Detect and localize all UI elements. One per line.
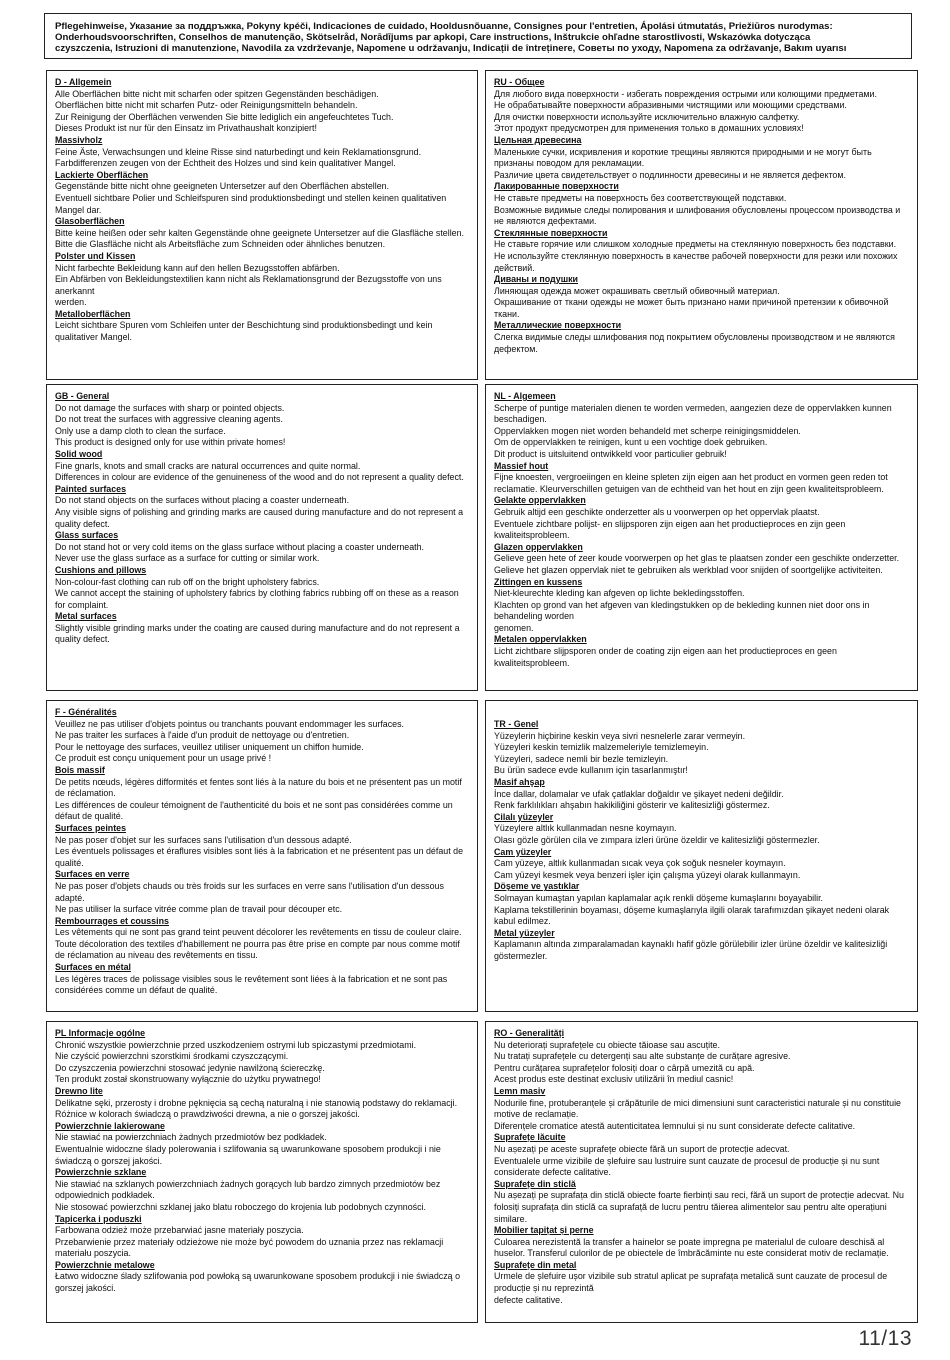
section-text: Różnice w kolorach świadczą o prawdziwości drewna, a nie o gorszej jakości. bbox=[55, 1109, 360, 1120]
section-heading: TR - Genel bbox=[494, 719, 539, 729]
section-text: Zur Reinigung der Oberflächen verwenden Sie bitte lediglich ein angefeuchtetes Tuch. bbox=[55, 111, 394, 122]
section-text: This product is designed only for use within private homes! bbox=[55, 437, 286, 448]
section-text: Nodurile fine, protuberanțele și crăpăturile de mici dimensiuni sunt caracteristici naturale și nu constituie motive de reclamație. bbox=[494, 1097, 901, 1120]
section-text: Bitte keine heißen oder sehr kalten Gegenstände ohne geeignete Untersetzer auf die Glasfläche stellen. bbox=[55, 227, 465, 238]
section-de bbox=[46, 70, 478, 380]
section-text: Dieses Produkt ist nur für den Einsatz im Privathaushalt konzipiert! bbox=[55, 123, 317, 134]
section-heading: Masif ahşap bbox=[494, 776, 545, 787]
section-text: Renk farklılıkları ahşabın hakikiliğini gösterir ve kalitesizliği göstermez. bbox=[494, 800, 770, 811]
section-heading: RO - Generalități bbox=[494, 1028, 565, 1038]
section-text: Culoarea nerezistentă la transfer a hainelor se poate impregna pe materialul de culoare deschisă al huselor. Transferul culorilor de pe obiectele de îmbrăcăminte nu este considerat motiv de reclamație. bbox=[494, 1236, 889, 1259]
section-fr bbox=[46, 700, 478, 1012]
section-text: Nie stosować powierzchni szklanej jako blatu roboczego do krojenia lub podobnych czynności. bbox=[55, 1201, 426, 1212]
section-text: Oberflächen bitte nicht mit scharfen Putz- oder Reinigungsmitteln behandeln. bbox=[55, 100, 358, 111]
section-text: Nu tratați suprafețele cu detergenți sau alte substanțe de curățare agresive. bbox=[494, 1051, 791, 1062]
section-text: Do not stand hot or very cold items on the glass surface without placing a coaster underneath. bbox=[55, 541, 425, 552]
section-text: Never use the glass surface as a surface for cutting or similar work. bbox=[55, 553, 320, 564]
section-text: Acest produs este destinat exclusiv utilizării în mediul casnic! bbox=[494, 1074, 734, 1085]
section-text: Ne pas traiter les surfaces à l'aide d'un produit de nettoyage ou d'entretien. bbox=[55, 730, 350, 741]
section-heading: Metalen oppervlakken bbox=[494, 634, 587, 645]
section-text: Cam yüzeyi kesmek veya benzeri işler için çalışma yüzeyi olarak kullanmayın. bbox=[494, 869, 801, 880]
section-text: Ce produit est conçu uniquement pour un usage privé ! bbox=[55, 753, 272, 764]
section-text: Yüzeylerin hiçbirine keskin veya sivri nesnelerle zarar vermeyin. bbox=[494, 730, 746, 741]
section-text: Les vêtements qui ne sont pas grand teint peuvent décolorer les revêtements en tissu de couleur claire. bbox=[55, 927, 462, 938]
section-text: Chronić wszystkie powierzchnie przed uszkodzeniem ostrymi lub spiczastymi przedmiotami. bbox=[55, 1039, 417, 1050]
section-text: Слегка видимые следы шлифования под покрытием обусловлены производством и не являются дефектом. bbox=[494, 332, 895, 354]
page-number: 11/13 bbox=[858, 1327, 912, 1350]
section-text: De petits nœuds, légères difformités et fentes sont liés à la nature du bois et ne présentent pas un motif de réclamation. bbox=[55, 776, 462, 799]
section-text: Les légères traces de polissage visibles sous le revêtement sont liées à la fabrication et ne sont pas considérées comme un défaut de qualité. bbox=[55, 973, 448, 996]
section-heading: Massivholz bbox=[55, 134, 103, 145]
section-heading: Surfaces peintes bbox=[55, 822, 127, 833]
section-text: İnce dallar, dolamalar ve ufak çatlaklar doğaldır ve şikayet nedeni değildir. bbox=[494, 788, 784, 799]
section-text: Не обрабатывайте поверхности абразивными чистящими или моющими средствами. bbox=[494, 100, 847, 111]
section-heading: Drewno lite bbox=[55, 1085, 103, 1096]
section-text: Pour le nettoyage des surfaces, veuillez utiliser uniquement un chiffon humide. bbox=[55, 741, 364, 752]
section-heading: GB - General bbox=[55, 391, 110, 401]
section-text: Bu ürün sadece evde kullanım için tasarlanmıştır! bbox=[494, 765, 688, 776]
section-text: Do not damage the surfaces with sharp or pointed objects. bbox=[55, 402, 285, 413]
section-text: Olası gözle görülen cila ve zımpara izleri ürüne özeldir ve kalitesizliği göstermezler. bbox=[494, 834, 820, 845]
section-text: Pentru curățarea suprafețelor folosiți doar o cârpă umezită cu apă. bbox=[494, 1062, 755, 1073]
section-text: Łatwo widoczne ślady szlifowania pod powłoką są uwarunkowane sposobem produkcji i nie świadczą o gorszej jakości. bbox=[55, 1271, 461, 1294]
section-text: Nu așezați pe suprafața din sticlă obiecte foarte fierbinți sau reci, fără un suport de protecție adecvat. Nu folosiți suprafața din sticlă ca suprafață de lucru pentru tăierea alimentelor sau pentru alte operațiuni similare. bbox=[494, 1190, 904, 1224]
section-heading: Metal yüzeyler bbox=[494, 927, 555, 938]
section-heading: Cam yüzeyler bbox=[494, 846, 552, 857]
section-heading: PL Informacje ogólne bbox=[55, 1028, 146, 1038]
section-text: Only use a damp cloth to clean the surface. bbox=[55, 425, 226, 436]
section-text: Gelieve geen hete of zeer koude voorwerpen op het glas te plaatsen zonder een geschikte onderzetter. Gelieve het glazen oppervlak niet te gebruiken als werkblad voor snijden of soortgelijke activiteiten. bbox=[494, 553, 900, 575]
section-text: Veuillez ne pas utiliser d'objets pointus ou tranchants pouvant endommager les surfaces. bbox=[55, 718, 405, 729]
section-text: Slightly visible grinding marks under the coating are caused during manufacture and do not represent a quality defect. bbox=[55, 622, 460, 645]
section-heading: Massief hout bbox=[494, 460, 549, 471]
section-text: defecte calitative. bbox=[494, 1294, 563, 1305]
section-heading: Glass surfaces bbox=[55, 530, 119, 541]
section-heading: Cushions and pillows bbox=[55, 564, 147, 575]
section-text: Ne pas utiliser la surface vitrée comme plan de travail pour découper etc. bbox=[55, 904, 343, 915]
section-heading: Bois massif bbox=[55, 764, 105, 775]
section-text: Eventuele zichtbare polijst- en slijpsporen zijn eigen aan het productieproces en zijn geen kwaliteitsprobleem. bbox=[494, 518, 846, 541]
section-ro bbox=[485, 1021, 918, 1323]
section-heading: Металлические поверхности bbox=[494, 320, 622, 331]
section-text: Возможные видимые следы полирования и шлифования обусловлены процессом производства и не являются дефектами. bbox=[494, 204, 901, 227]
section-text: Scherpe of puntige materialen dienen te worden vermeden, aangezien deze de oppervlakken kunnen beschadigen. bbox=[494, 402, 892, 425]
section-text: Не ставьте горячие или слишком холодные предметы на стеклянную поверхность без подставки. bbox=[494, 239, 897, 250]
section-pl bbox=[46, 1021, 478, 1323]
section-text: Не ставьте предметы на поверхность без соответствующей подставки. bbox=[494, 192, 787, 203]
section-text: Urmele de șlefuire ușor vizibile sub stratul aplicat pe suprafața metalică sunt cauzate de procesul de producție și nu reprezintă bbox=[494, 1271, 888, 1294]
section-heading: Rembourrages et coussins bbox=[55, 915, 169, 926]
section-text: Ein Abfärben von Bekleidungstextilien kann nicht als Reklamationsgrund der Bezugsstoffe von uns anerkannt bbox=[55, 274, 442, 296]
section-ru bbox=[485, 70, 918, 380]
section-text: Yüzeyleri, sadece nemli bir bezle temizleyin. bbox=[494, 753, 669, 764]
section-text: Non-colour-fast clothing can rub off on the bright upholstery fabrics. bbox=[55, 576, 320, 587]
section-heading: Mobilier tapițat și perne bbox=[494, 1225, 594, 1236]
section-text: Farbdifferenzen zeugen von der Echtheit des Holzes und sind kein qualitativer Mangel. bbox=[55, 158, 396, 169]
section-text: Les différences de couleur témoignent de l'authenticité du bois et ne sont pas considérées comme un défaut de qualité. bbox=[55, 799, 453, 822]
section-text: Этот продукт предусмотрен для применения только в домашних условиях! bbox=[494, 123, 804, 134]
section-text: Cam yüzeye, altlık kullanmadan sıcak veya çok soğuk nesneler koymayın. bbox=[494, 858, 786, 869]
section-text: Les éventuels polissages et éraflures visibles sont liés à la fabrication et ne présentent pas un défaut de qualité. bbox=[55, 846, 464, 868]
section-text: Farbowana odzież może przebarwiać jasne materiały poszycia. bbox=[55, 1225, 304, 1236]
section-text: Для любого вида поверхности - избегать повреждения острыми или колющими предметами. bbox=[494, 88, 877, 99]
section-text: Licht zichtbare slijpsporen onder de coating zijn eigen aan het productieproces en geen kwaliteitsprobleem. bbox=[494, 646, 837, 668]
section-text: Solmayan kumaştan yapılan kaplamalar açık renkli döşeme kumaşlarını boyayabilir. bbox=[494, 892, 824, 903]
section-text: Bitte die Glasfläche nicht als Arbeitsfläche zum Schneiden oder ähnliches benutzen. bbox=[55, 239, 386, 250]
section-tr bbox=[485, 700, 918, 1012]
section-heading: Диваны и подушки bbox=[494, 274, 579, 285]
section-text: genomen. bbox=[494, 622, 534, 633]
section-heading: Metalloberflächen bbox=[55, 308, 131, 319]
section-heading: Tapicerka i poduszki bbox=[55, 1213, 142, 1224]
section-text: Eventuell sichtbare Polier und Schleifspuren sind produktionsbedingt und stellen keinen qualitativen Mangel dar. bbox=[55, 192, 447, 215]
section-text: Klachten op grond van het afgeven van kledingstukken op de bekleding kunnen niet door ons in behandeling worden bbox=[494, 599, 870, 622]
section-heading: Glasoberflächen bbox=[55, 216, 125, 227]
section-heading: Лакированные поверхности bbox=[494, 181, 619, 192]
section-text: Ne pas poser d'objet sur les surfaces sans l'utilisation d'un dessous adapté. bbox=[55, 834, 352, 845]
section-heading: Surfaces en métal bbox=[55, 962, 131, 973]
section-text: Nu așezați pe aceste suprafețe obiecte fără un suport de protecție adecvat. bbox=[494, 1143, 790, 1154]
section-heading: Döşeme ve yastıklar bbox=[494, 881, 580, 892]
section-text: Alle Oberflächen bitte nicht mit scharfen oder spitzen Gegenständen beschädigen. bbox=[55, 88, 379, 99]
section-heading: Lemn masiv bbox=[494, 1085, 546, 1096]
section-text: Yüzeylere altlık kullanmadan nesne koymayın. bbox=[494, 823, 677, 834]
section-heading: Suprafețe din metal bbox=[494, 1259, 577, 1270]
section-text: Nicht farbechte Bekleidung kann auf den hellen Bezugsstoffen abfärben. bbox=[55, 262, 340, 273]
section-text: Fijne knoesten, vergroeiingen en kleine spleten zijn eigen aan het product en vormen geen reden tot reclamatie. Kleurverschillen getuigen van de echtheid van het hout en zijn geen kwaliteitsprobleem. bbox=[494, 472, 888, 494]
section-text: Feine Äste, Verwachsungen und kleine Risse sind naturbedingt und kein Reklamationsgrund. bbox=[55, 146, 422, 157]
section-heading: NL - Algemeen bbox=[494, 391, 556, 401]
section-heading: Cilalı yüzeyler bbox=[494, 811, 554, 822]
section-text: Для очистки поверхности используйте исключительно влажную салфетку. bbox=[494, 111, 800, 122]
section-text: Окрашивание от ткани одежды не может быть признано нами причиной претензии к обивочной ткани. bbox=[494, 297, 889, 319]
section-heading: Zittingen en kussens bbox=[494, 576, 583, 587]
header-line: Pflegehinweise, Указание за поддръжка, Pokyny kpéči, Indicaciones de cuidado, Hooldusnõuanne, Consignes pour l'entretien, Ápolási útmutatás, Priežiūros nurodymas: bbox=[55, 21, 833, 32]
section-text: Diferențele cromatice atestă autenticitatea lemnului și nu sunt considerate defecte calitative. bbox=[494, 1120, 856, 1131]
section-heading: D - Allgemein bbox=[55, 77, 112, 87]
section-heading: F - Généralités bbox=[55, 707, 117, 717]
section-heading: Suprafețe din sticlă bbox=[494, 1178, 576, 1189]
section-text: Do not treat the surfaces with aggressive cleaning agents. bbox=[55, 414, 283, 425]
section-heading: Metal surfaces bbox=[55, 611, 117, 622]
section-text: Ewentualnie widoczne ślady polerowania i szlifowania są uwarunkowane sposobem produkcji i nie świadczą o gorszej jakości. bbox=[55, 1143, 441, 1166]
section-text: Kaplama tekstillerinin boyaması, döşeme kumaşlarıyla ilgili olarak tarafımızdan şikayet nedeni olarak kabul edilmez. bbox=[494, 904, 890, 927]
section-text: Yüzeyleri keskin temizlik malzemeleriyle temizlemeyin. bbox=[494, 742, 709, 753]
section-text: Nie czyścić powierzchni szorstkimi środkami czyszczącymi. bbox=[55, 1051, 289, 1062]
section-heading: Powierzchnie lakierowane bbox=[55, 1120, 165, 1131]
section-text: Toute décoloration des textiles d'habillement ne pourra pas être prise en compte par nous comme motif de réclamation au niveau des revêtements en tissu. bbox=[55, 938, 460, 961]
header-line: Onderhoudsvoorschriften, Conselhos de manutenção, Skötselråd, Norādījums par apkopi, Care instructions, Inštrukcie ohľadne starostlivosti, Wskazówka dotycząca bbox=[55, 32, 811, 43]
section-heading: Painted surfaces bbox=[55, 483, 127, 494]
section-text: Линяющая одежда может окрашивать светлый обивочный материал. bbox=[494, 285, 780, 296]
section-text: Gegenstände bitte nicht ohne geeigneten Untersetzer auf den Oberflächen abstellen. bbox=[55, 181, 390, 192]
section-text: We cannot accept the staining of upholstery fabrics by clothing fabrics rubbing off on these as a reason for complaint. bbox=[55, 588, 459, 610]
section-text: Leicht sichtbare Spuren vom Schleifen unter der Beschichtung sind produktionsbedingt und kein qualitativer Mangel. bbox=[55, 320, 433, 343]
section-heading: Powierzchnie metalowe bbox=[55, 1259, 155, 1270]
section-heading: Glazen oppervlakken bbox=[494, 541, 583, 552]
section-text: Маленькие сучки, искривления и короткие трещины являются природными и не могут быть признаны поводом для рекламации. bbox=[494, 146, 872, 169]
section-heading: Стеклянные поверхности bbox=[494, 227, 608, 238]
section-text: Ten produkt został skonstruowany wyłącznie do użytku prywatnego! bbox=[55, 1074, 321, 1085]
header-line: czyszczenia, Istruzioni di manutenzione, Navodila za vzdrževanje, Napomene u održavanju, Indicații de întreținere, Советы по уходу, Napomena za održavanje, Bakım uyarısı bbox=[55, 43, 847, 54]
section-text: Differences in colour are evidence of the genuineness of the wood and do not represent a quality defect. bbox=[55, 472, 464, 483]
section-text: Не используйте стеклянную поверхность в качестве рабочей поверхности для резки или похожих действий. bbox=[494, 250, 898, 273]
section-heading: Lackierte Oberflächen bbox=[55, 169, 149, 180]
section-text: Различие цвета свидетельствует о подлинности древесины и не является дефектом. bbox=[494, 169, 846, 180]
section-text: Gebruik altijd een geschikte onderzetter als u voorwerpen op het oppervlak plaatst. bbox=[494, 506, 820, 517]
section-text: Fine gnarls, knots and small cracks are natural occurrences and quite normal. bbox=[55, 460, 361, 471]
section-text: Any visible signs of polishing and grinding marks are caused during manufacture and do not represent a quality defect. bbox=[55, 506, 463, 529]
section-text: Nu deteriorați suprafețele cu obiecte tăioase sau ascuțite. bbox=[494, 1039, 720, 1050]
section-heading: Цельная древесина bbox=[494, 134, 582, 145]
care-instructions-header bbox=[44, 13, 912, 59]
section-text: Om de oppervlakken te reinigen, kunt u een vochtige doek gebruiken. bbox=[494, 437, 768, 448]
section-text: Do not stand objects on the surfaces without placing a coaster underneath. bbox=[55, 495, 350, 506]
section-text: Nie stawiać na powierzchniach żadnych przedmiotów bez podkładek. bbox=[55, 1132, 327, 1143]
section-text: Niet-kleurechte kleding kan afgeven op lichte bekledingsstoffen. bbox=[494, 588, 745, 599]
section-heading: Gelakte oppervlakken bbox=[494, 495, 586, 506]
section-text: Delikatne sęki, przerosty i drobne pęknięcia są cechą naturalną i nie stanowią podstawy do reklamacji. bbox=[55, 1097, 458, 1108]
section-nl bbox=[485, 384, 918, 691]
section-text: Do czyszczenia powierzchni stosować jedynie nawilżoną ściereczkę. bbox=[55, 1062, 325, 1073]
section-heading: Surfaces en verre bbox=[55, 869, 130, 880]
section-heading: Powierzchnie szklane bbox=[55, 1167, 147, 1178]
section-text: Dit product is uitsluitend ontwikkeld voor particulier gebruik! bbox=[494, 448, 727, 459]
section-text: Eventualele urme vizibile de șlefuire sau lustruire sunt cauzate de procesul de producție și nu sunt considerate defecte calitative. bbox=[494, 1155, 880, 1178]
section-text: Przebarwienie przez materiały odzieżowe nie może być powodem do uznania przez nas reklamacji materiału poszycia. bbox=[55, 1236, 444, 1259]
section-text: Kaplamanın altında zımparalamadan kaynaklı hafif gözle görülebilir izler ürüne özeldir ve kalitesizliği göstermezler. bbox=[494, 939, 888, 961]
section-text: Ne pas poser d'objets chauds ou très froids sur les surfaces en verre sans l'utilisation d'un dessous adapté. bbox=[55, 880, 444, 903]
section-text: werden. bbox=[55, 297, 87, 308]
section-text: Oppervlakken mogen niet worden behandeld met scherpe reinigingsmiddelen. bbox=[494, 425, 801, 436]
section-text: Nie stawiać na szklanych powierzchniach żadnych gorących lub bardzo zimnych przedmiotów bez odpowiednich podkładek. bbox=[55, 1178, 441, 1201]
section-heading: Polster und Kissen bbox=[55, 250, 136, 261]
section-heading: Solid wood bbox=[55, 448, 103, 459]
section-gb bbox=[46, 384, 478, 691]
section-heading: RU - Общее bbox=[494, 77, 545, 87]
section-heading: Suprafețe lăcuite bbox=[494, 1132, 566, 1143]
